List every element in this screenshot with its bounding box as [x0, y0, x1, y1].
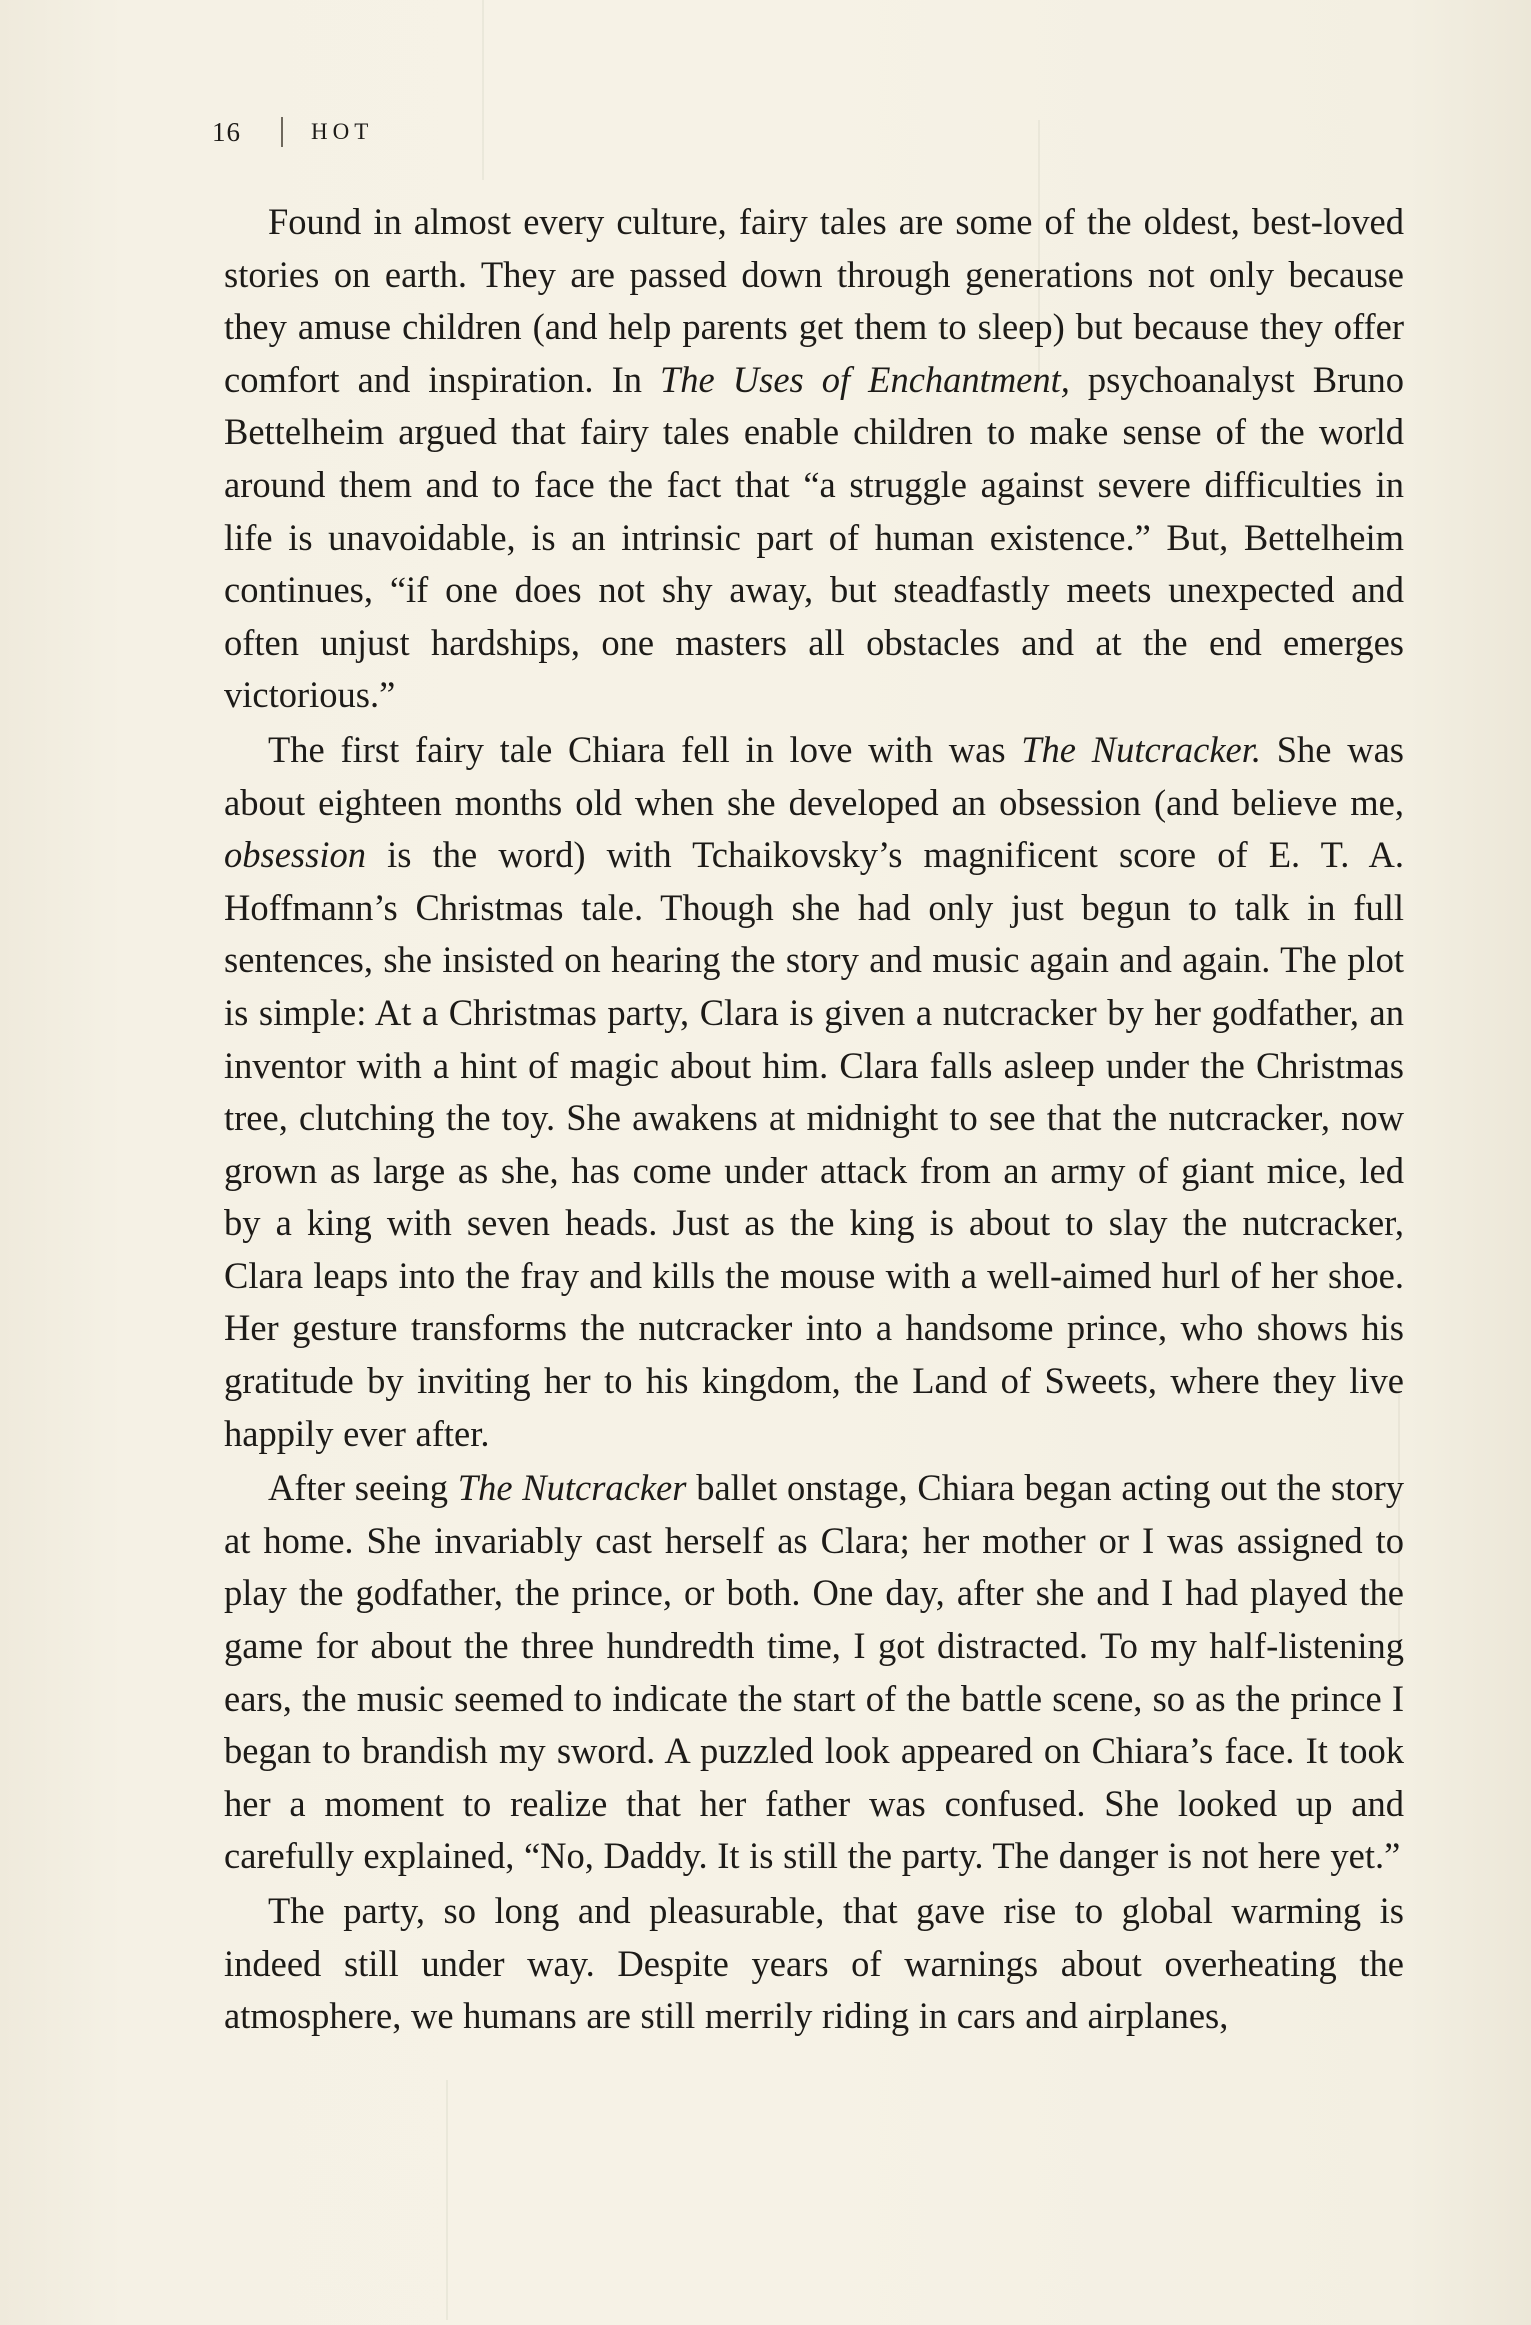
text-run: The party, so long and pleasurable, that gave rise to global warming is indeed still under way. Despite years of warnings about overheating the atmosphere, we humans are still merrily riding in cars and airplanes, [224, 1890, 1404, 2037]
paragraph [224, 1885, 1404, 2043]
italic-text: The Uses of Enchantment, [660, 358, 1070, 400]
page-number: 16 [212, 116, 241, 147]
scan-artifact [482, 0, 484, 180]
paragraph [224, 196, 1404, 722]
text-run: ballet onstage, Chiara began acting out the story at home. She invariably cast herself as Clara; her mother or I was assigned to play the godfather, the prince, or both. One day, after she and I had played the game for about the three hundredth time, I got distracted. To my half-listening ears, the music seemed to indicate the start of the battle scene, so as the prince I began to brandish my sword. A puzzled look appeared on Chiara’s face. It took her a moment to realize that her father was confused. She looked up and carefully explained, “No, Daddy. It is still the party. The danger is not here yet.” [224, 1467, 1404, 1877]
paragraph [224, 724, 1404, 1460]
text-run: psychoanalyst Bruno Bettelheim argued that fairy tales enable children to make sense of the world around them and to face the fact that “a struggle against severe difficulties in life is unavoidable, is an intrinsic part of human existence.” But, Bettelheim continues, “if one does not shy away, but steadfastly meets unexpected and often unjust hardships, one masters all obstacles and at the end emerges victorious.” [224, 358, 1404, 716]
scan-artifact [446, 2080, 448, 2320]
text-run: The first fairy tale Chiara fell in love with was [268, 728, 1022, 770]
italic-text: The Nutcracker [457, 1467, 687, 1509]
text-run: She was about eighteen months old when she developed an obsession (and believe me, [224, 728, 1404, 823]
text-run: After seeing [268, 1467, 458, 1509]
header-divider [281, 117, 283, 147]
text-run: Found in almost every culture, fairy tales are some of the oldest, best-loved stories on earth. They are passed down through generations not only because they amuse children (and help parents get them to sleep) but because they offer comfort and inspiration. In [224, 201, 1404, 400]
italic-text: obsession [224, 834, 366, 876]
paragraph [224, 1462, 1404, 1883]
running-head: HOT [311, 119, 374, 144]
italic-text: The Nutcracker. [1021, 728, 1262, 770]
text-run: is the word) with Tchaikovsky’s magnificent score of E. T. A. Hoffmann’s Christmas tale. Though she had only just begun to talk in full sentences, she insisted on hearing the story and music again and again. The plot is simple: At a Christmas party, Clara is given a nutcracker by her godfather, an inventor with a hint of magic about him. Clara falls asleep under the Christmas tree, clutching the toy. She awakens at midnight to see that the nutcracker, now grown as large as she, has come under attack from an army of giant mice, led by a king with seven heads. Just as the king is about to slay the nutcracker, Clara leaps into the fray and kills the mouse with a well-aimed hurl of her shoe. Her gesture transforms the nutcracker into a handsome prince, who shows his gratitude by inviting her to his kingdom, the Land of Sweets, where they live happily ever after. [224, 834, 1404, 1454]
body-text [224, 196, 1404, 2045]
page-header [212, 112, 373, 152]
